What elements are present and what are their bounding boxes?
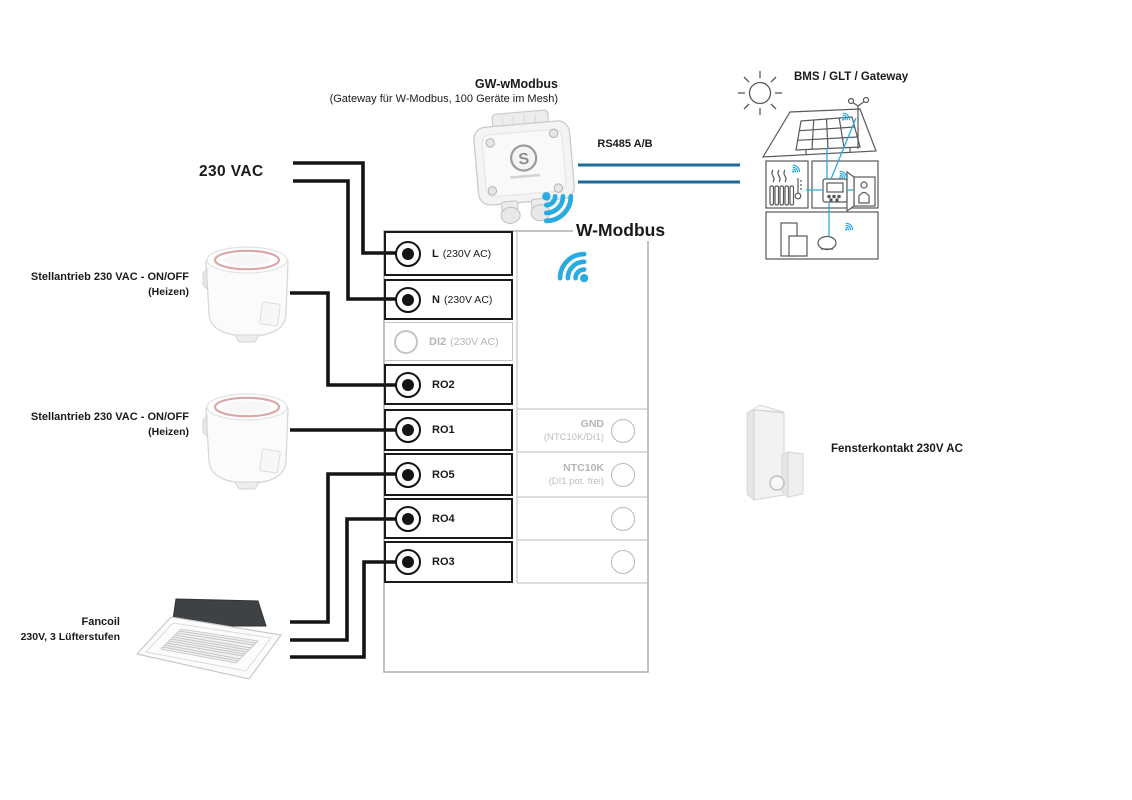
terminal-ro2-name: RO2 [432,378,455,391]
terminal-di2-circle [394,330,418,354]
rs485-lines [578,165,740,182]
rs485-label: RS485 A/B [597,138,653,150]
terminal-unused-2 [517,540,648,583]
terminal-di2-detail: (230V AC) [450,335,499,348]
terminal-ntc10k-name: NTC10K [563,461,604,474]
gateway-subtitle: (Gateway für W-Modbus, 100 Geräte im Mesh) [329,93,558,105]
bms-label: BMS / GLT / Gateway [794,71,909,83]
terminal-n-circle [395,287,421,313]
gateway-caption [258,77,558,106]
terminal-ro3-circle [395,549,421,575]
terminal-ro4 [384,498,513,539]
actuator1-label-line2: (Heizen) [148,286,189,298]
actuator2-label [6,411,189,439]
door-person-icon [847,172,875,211]
sensor-icon [818,237,836,250]
sun-icon [738,71,782,115]
terminal-n-name: N [432,293,440,306]
actuator1-label-line1: Stellantrieb 230 VAC - ON/OFF [30,271,189,283]
terminal-unused-2-circle [611,550,635,574]
terminal-ntc10k [517,452,648,497]
terminal-ro1-name: RO1 [432,424,455,436]
window-contact-label: Fensterkontakt 230V AC [831,443,963,455]
terminal-ro5-circle [395,462,421,488]
window-contact-illustration [747,405,803,500]
terminal-ro2 [384,364,513,405]
terminal-l-detail: (230V AC) [442,247,492,260]
terminal-n-detail: (230V AC) [443,293,493,306]
terminal-di2 [384,322,513,361]
terminal-di2-name: DI2 [429,335,447,348]
fancoil-label-line2: 230V, 3 Lüfterstufen [20,631,120,643]
terminal-l-circle [395,241,421,267]
terminal-ro4-circle [395,506,421,532]
terminal-ro1 [384,409,513,451]
terminal-ntc10k-circle [611,463,635,487]
terminal-l [384,231,513,276]
fancoil-label [6,616,120,644]
actuator2-label-line1: Stellantrieb 230 VAC - ON/OFF [30,411,189,423]
terminal-ro1-circle [395,417,421,443]
terminal-gnd-circle [611,419,635,443]
terminal-ntc10k-detail: (DI1 pot. frei) [548,475,604,487]
terminal-ro5-name: RO5 [432,468,455,481]
terminal-ro4-name: RO4 [432,512,455,525]
terminal-gnd-detail: (NTC10K/DI1) [543,431,604,443]
power-label: 230 VAC [199,163,264,180]
svg-text:S: S [517,150,530,169]
gateway-device-illustration [472,108,577,226]
terminal-unused-1-circle [611,507,635,531]
terminal-ro2-circle [395,372,421,398]
terminal-ro5 [384,453,513,496]
thermostat-icon [823,179,847,202]
fancoil-label-line1: Fancoil [81,616,120,628]
fancoil-illustration [137,599,281,679]
wmodbus-wifi-icon [555,249,599,293]
gateway-title: GW-wModbus [474,77,558,91]
actuator1-label [6,271,189,299]
actuator2-label-line2: (Heizen) [148,426,189,438]
actuator2-illustration [203,394,288,489]
bms-house-illustration [763,98,878,260]
wmodbus-label: W-Modbus [573,220,668,241]
terminal-n [384,279,513,320]
terminal-ro3 [384,541,513,583]
actuator1-illustration [203,247,288,342]
terminal-l-name: L [432,247,439,260]
terminal-unused-1 [517,497,648,540]
terminal-ro3-name: RO3 [432,556,455,568]
terminal-gnd [517,409,648,452]
terminal-gnd-name: GND [580,417,604,430]
